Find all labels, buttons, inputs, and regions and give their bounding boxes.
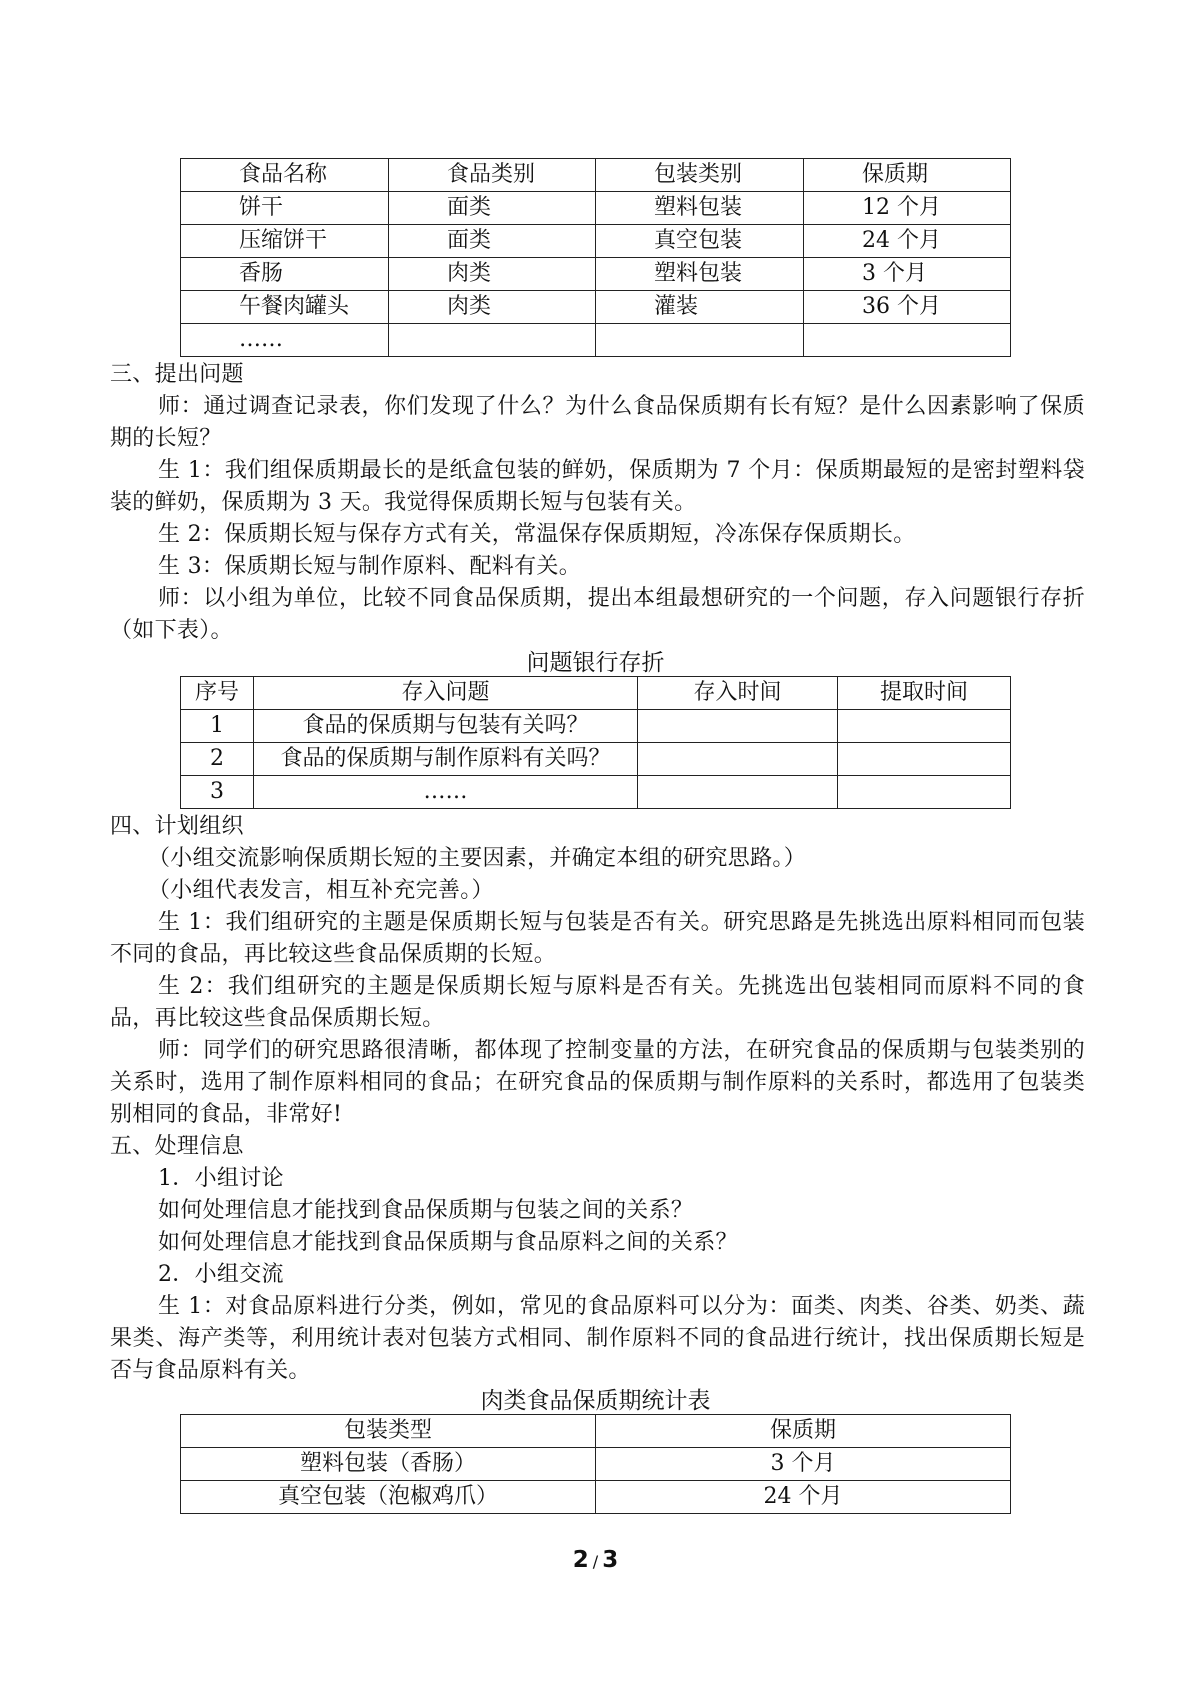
table-row	[181, 291, 1011, 324]
paragraph: 生 2：我们组研究的主题是保质期长短与原料是否有关。先挑选出包装相同而原料不同的食品，再比较这些食品保质期长短。	[110, 974, 1085, 1031]
table-cell: 3 个月	[804, 258, 1011, 291]
paragraph: 生 2：保质期长短与保存方式有关，常温保存保质期短，冷冻保存保质期长。	[158, 522, 916, 547]
question-bank-table	[180, 676, 1011, 809]
header-cell: 保质期	[804, 159, 1011, 192]
table-cell	[804, 324, 1011, 357]
subheading: 2．小组交流	[158, 1262, 284, 1287]
table-cell: 午餐肉罐头	[181, 291, 389, 324]
table-cell	[638, 710, 838, 743]
paragraph: 师：通过调查记录表，你们发现了什么？为什么食品保质期有长有短？是什么因素影响了保质期的长短？	[110, 394, 1085, 451]
table-header-row	[181, 1415, 1011, 1448]
table-row	[181, 258, 1011, 291]
table-cell	[838, 776, 1011, 809]
table-cell: 3	[181, 776, 254, 809]
paragraph: （小组代表发言，相互补充完善。）	[148, 878, 494, 903]
page-number	[0, 1547, 1191, 1573]
section-heading: 三、提出问题	[110, 362, 244, 387]
meat-shelf-life-table	[180, 1414, 1011, 1514]
table-cell	[638, 743, 838, 776]
table-cell: 食品的保质期与包装有关吗？	[254, 710, 638, 743]
header-cell: 包装类型	[181, 1415, 596, 1448]
table-cell: 真空包装	[596, 225, 804, 258]
table-row	[181, 324, 1011, 357]
table-cell: 肉类	[389, 258, 596, 291]
paragraph: 如何处理信息才能找到食品保质期与包装之间的关系？	[158, 1198, 694, 1223]
header-cell: 包装类别	[596, 159, 804, 192]
header-cell: 存入时间	[638, 677, 838, 710]
paragraph: 生 1：我们组研究的主题是保质期长短与包装是否有关。研究思路是先挑选出原料相同而包装不同的食品，再比较这些食品保质期的长短。	[110, 910, 1085, 967]
table-cell: 24 个月	[596, 1481, 1011, 1514]
paragraph: （小组交流影响保质期长短的主要因素，并确定本组的研究思路。）	[148, 846, 807, 871]
table-cell: 1	[181, 710, 254, 743]
total-pages: 3	[602, 1547, 619, 1573]
table-cell: 3 个月	[596, 1448, 1011, 1481]
table-cell: 香肠	[181, 258, 389, 291]
table-cell: 36 个月	[804, 291, 1011, 324]
table-caption: 肉类食品保质期统计表	[480, 1388, 711, 1414]
table-cell: 饼干	[181, 192, 389, 225]
table-cell: 肉类	[389, 291, 596, 324]
table-cell: 食品的保质期与制作原料有关吗？	[254, 743, 638, 776]
table-row	[181, 743, 1011, 776]
table-row	[181, 1481, 1011, 1514]
table-cell: 塑料包装	[596, 258, 804, 291]
table-cell: 压缩饼干	[181, 225, 389, 258]
table-cell: 塑料包装	[596, 192, 804, 225]
table-row	[181, 192, 1011, 225]
table-row	[181, 710, 1011, 743]
page-separator: /	[592, 1552, 599, 1571]
paragraph: 生 3：保质期长短与制作原料、配料有关。	[158, 554, 581, 579]
table-cell: ……	[254, 776, 638, 809]
paragraph: 生 1：我们组保质期最长的是纸盒包装的鲜奶，保质期为 7 个月：保质期最短的是密封塑料袋装的鲜奶，保质期为 3 天。我觉得保质期长短与包装有关。	[110, 458, 1085, 515]
table-cell: 面类	[389, 225, 596, 258]
table-cell	[838, 710, 1011, 743]
table-cell: 灌装	[596, 291, 804, 324]
paragraph: 师：同学们的研究思路很清晰，都体现了控制变量的方法，在研究食品的保质期与包装类别的关系时，选用了制作原料相同的食品；在研究食品的保质期与制作原料的关系时，都选用了包装类别相同的食品，非常好!	[110, 1038, 1085, 1127]
table-row	[181, 1448, 1011, 1481]
paragraph: 如何处理信息才能找到食品保质期与食品原料之间的关系？	[158, 1230, 738, 1255]
table-header-row	[181, 159, 1011, 192]
table-cell: ……	[181, 324, 389, 357]
table-cell: 真空包装（泡椒鸡爪）	[181, 1481, 596, 1514]
table-cell: 2	[181, 743, 254, 776]
section-heading: 五、处理信息	[110, 1134, 244, 1159]
table-cell	[596, 324, 804, 357]
header-cell: 食品名称	[181, 159, 389, 192]
table-header-row	[181, 677, 1011, 710]
table-row	[181, 776, 1011, 809]
header-cell: 提取时间	[838, 677, 1011, 710]
table-cell	[638, 776, 838, 809]
table-cell: 面类	[389, 192, 596, 225]
subheading: 1．小组讨论	[158, 1166, 284, 1191]
table-caption: 问题银行存折	[526, 650, 665, 676]
header-cell: 存入问题	[254, 677, 638, 710]
header-cell: 序号	[181, 677, 254, 710]
paragraph: 师：以小组为单位，比较不同食品保质期，提出本组最想研究的一个问题，存入问题银行存折（如下表）。	[110, 586, 1085, 643]
table-cell	[389, 324, 596, 357]
paragraph: 生 1：对食品原料进行分类，例如，常见的食品原料可以分为：面类、肉类、谷类、奶类、蔬果类、海产类等，利用统计表对包装方式相同、制作原料不同的食品进行统计，找出保质期长短是否与食品原料有关。	[110, 1294, 1085, 1383]
section-heading: 四、计划组织	[110, 814, 244, 839]
table-cell: 塑料包装（香肠）	[181, 1448, 596, 1481]
table-cell: 12 个月	[804, 192, 1011, 225]
current-page: 2	[572, 1547, 589, 1573]
table-cell	[838, 743, 1011, 776]
table-cell: 24 个月	[804, 225, 1011, 258]
header-cell: 食品类别	[389, 159, 596, 192]
food-survey-table	[180, 158, 1011, 357]
header-cell: 保质期	[596, 1415, 1011, 1448]
table-row	[181, 225, 1011, 258]
